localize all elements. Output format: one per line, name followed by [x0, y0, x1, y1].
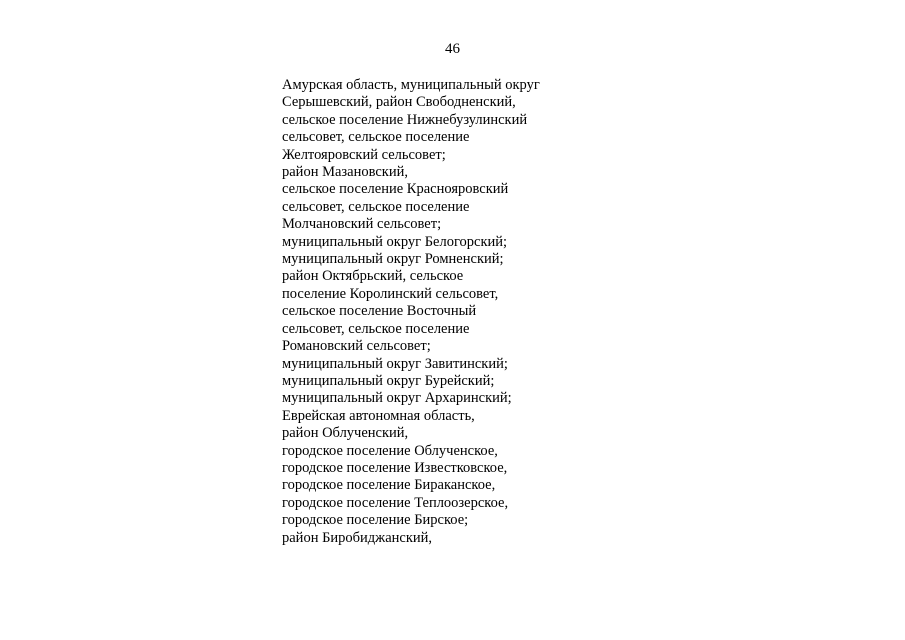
page-number: 46	[445, 41, 460, 57]
text-line: муниципальный округ Бурейский;	[282, 372, 495, 389]
text-line: городское поселение Бирское;	[282, 512, 469, 529]
text-line: район Мазановский,	[282, 164, 408, 181]
text-line: сельское поселение Краснояровский	[282, 181, 509, 198]
text-line: сельское поселение Нижнебузулинский	[282, 111, 528, 128]
text-line: муниципальный округ Ромненский;	[282, 251, 504, 268]
text-line: сельсовет, сельское поселение	[282, 129, 470, 146]
text-line: муниципальный округ Архаринский;	[282, 390, 512, 407]
text-line: городское поселение Теплоозерское,	[282, 494, 509, 511]
territory-list	[282, 77, 540, 547]
text-line: муниципальный округ Белогорский;	[282, 233, 508, 250]
text-line: городское поселение Известковское,	[282, 459, 508, 476]
text-line: Серышевский, район Свободненский,	[282, 94, 516, 111]
text-line: поселение Королинский сельсовет,	[282, 285, 499, 302]
text-line: Амурская область, муниципальный округ	[282, 77, 540, 93]
text-line: городское поселение Облученское,	[282, 442, 498, 459]
text-line: сельсовет, сельское поселение	[282, 320, 470, 337]
text-line: Желтояровский сельсовет;	[282, 146, 446, 163]
text-line: район Биробиджанский,	[282, 529, 433, 546]
text-line: Романовский сельсовет;	[282, 338, 431, 355]
text-line: городское поселение Бираканское,	[282, 477, 496, 494]
text-line: район Облученский,	[282, 425, 409, 442]
text-line: сельское поселение Восточный	[282, 303, 477, 320]
text-line: муниципальный округ Завитинский;	[282, 355, 508, 372]
text-line: район Октябрьский, сельское	[282, 268, 464, 285]
text-line: Молчановский сельсовет;	[282, 216, 442, 233]
text-line: сельсовет, сельское поселение	[282, 198, 470, 215]
text-line: Еврейская автономная область,	[282, 407, 475, 424]
